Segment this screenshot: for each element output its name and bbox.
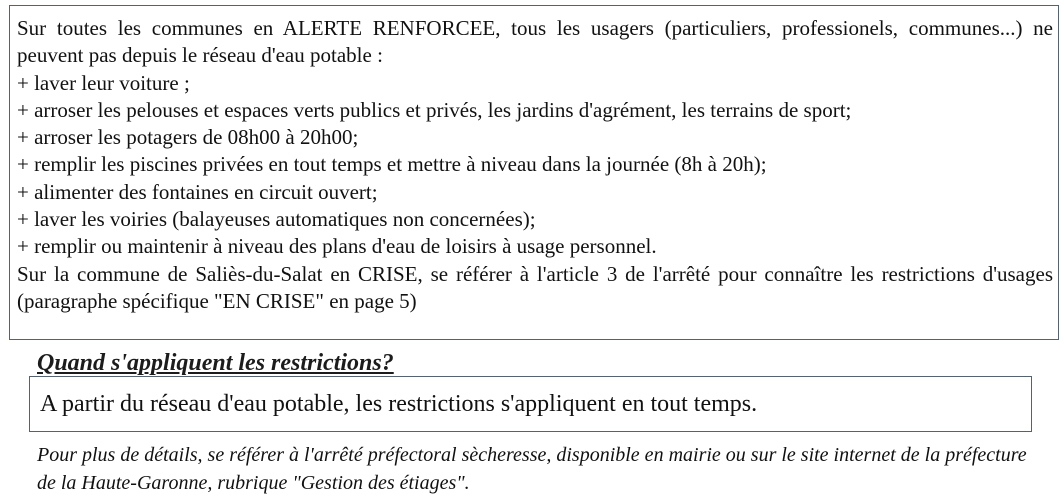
crisis-note-text: Sur la commune de Saliès-du-Salat en CRISE, se référer à l'article 3 de l'arrêté pour connaître les restrictions d'usages (paragraphe spécifique "EN CRISE" en page 5) [17,261,1053,313]
restriction-item: + remplir les piscines privées en tout temps et mettre à niveau dans la journée (8h à 20h); [17,152,767,177]
alert-intro-text: Sur toutes les communes en ALERTE RENFORCEE, tous les usagers (particuliers, professionels, communes...) ne peuvent pas depuis le réseau d'eau potable : [17,16,1053,68]
alert-restrictions-box [9,5,1059,340]
restriction-item: + alimenter des fontaines en circuit ouvert; [17,179,378,204]
details-note: Pour plus de détails, se référer à l'arrêté préfectoral sècheresse, disponible en mairie ou sur le site internet de la préfecture de la Haute-Garonne, rubrique "Gestion des étiages". [37,444,1027,494]
when-restrictions-heading: Quand s'appliquent les restrictions? [37,350,394,376]
restriction-item: + arroser les pelouses et espaces verts publics et privés, les jardins d'agrément, les terrains de sport; [17,97,852,122]
restriction-item: + laver leur voiture ; [17,70,190,95]
restriction-item: + laver les voiries (balayeuses automatiques non concernées); [17,207,536,232]
when-restrictions-text: A partir du réseau d'eau potable, les restrictions s'appliquent en tout temps. [40,391,758,417]
restriction-item: + remplir ou maintenir à niveau des plans d'eau de loisirs à usage personnel. [17,234,657,259]
when-restrictions-box [29,376,1032,432]
restriction-item: + arroser les potagers de 08h00 à 20h00; [17,125,359,150]
